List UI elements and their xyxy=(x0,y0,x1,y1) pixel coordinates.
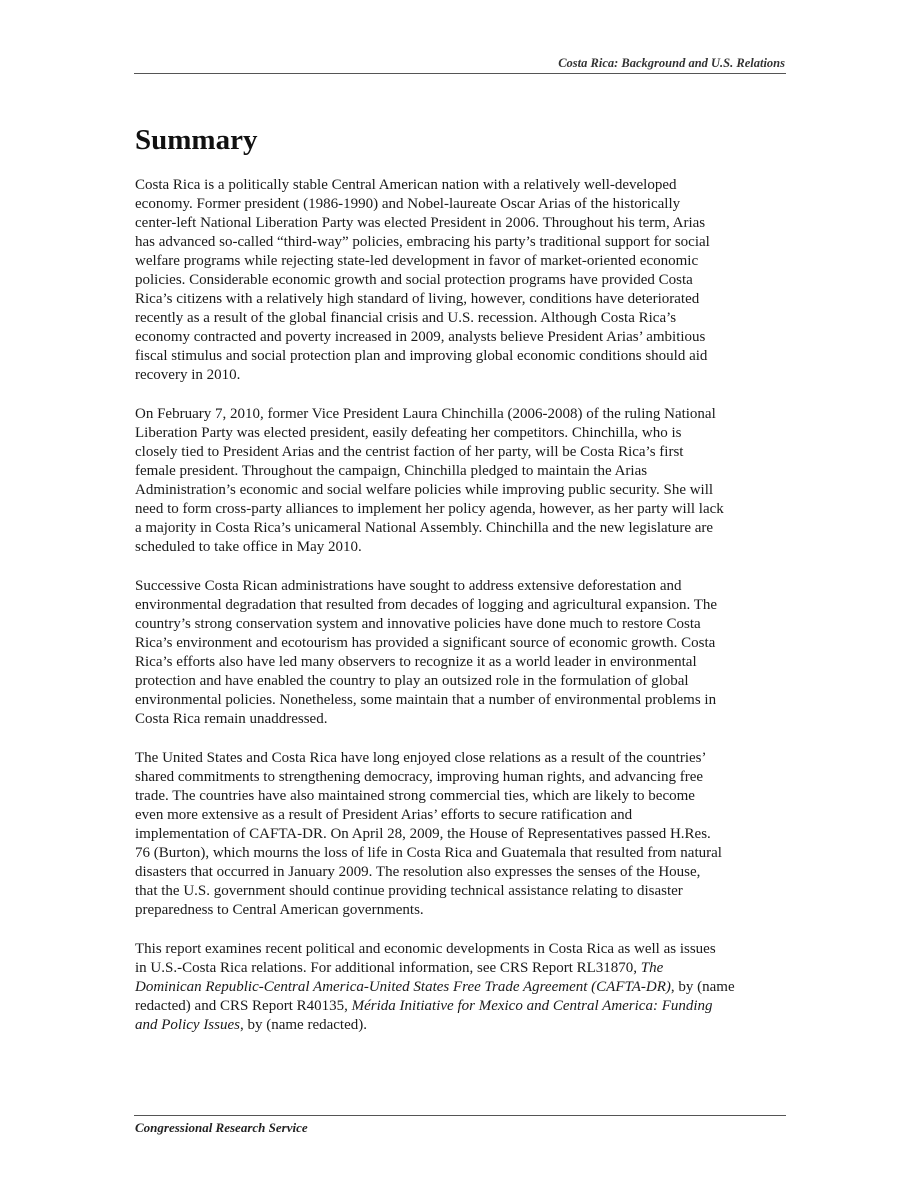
text-line: fiscal stimulus and social protection plan and improving global economic conditions should aid xyxy=(135,348,708,364)
text-line: 76 (Burton), which mourns the loss of life in Costa Rica and Guatemala that resulted from natural xyxy=(135,845,722,861)
text-line: female president. Throughout the campaign, Chinchilla pledged to maintain the Arias xyxy=(135,463,648,479)
text-line: protection and have enabled the country to play an outsized role in the formulation of global xyxy=(135,673,689,689)
text-line: trade. The countries have also maintained strong commercial ties, which are likely to become xyxy=(135,788,695,804)
text-line: disasters that occurred in January 2009. The resolution also expresses the senses of the House, xyxy=(135,864,701,880)
text-line: preparedness to Central American governments. xyxy=(135,902,424,918)
text-line: On February 7, 2010, former Vice President Laura Chinchilla (2006-2008) of the ruling National xyxy=(135,406,716,422)
text-line: recently as a result of the global financial crisis and U.S. recession. Although Costa Rica’s xyxy=(135,310,677,326)
paragraph xyxy=(135,749,799,920)
text-run: redacted) and CRS Report R40135, xyxy=(135,998,352,1014)
text-line xyxy=(135,1016,799,1035)
text-line: policies. Considerable economic growth and social protection programs have provided Costa xyxy=(135,272,693,288)
report-title: Mérida Initiative for Mexico and Central America: Funding xyxy=(351,998,713,1014)
text-run: , by (name xyxy=(670,979,735,995)
text-line: country’s strong conservation system and innovative policies have done much to restore Costa xyxy=(135,616,701,632)
running-header: Costa Rica: Background and U.S. Relations xyxy=(558,56,785,70)
text-line: Costa Rica remain unaddressed. xyxy=(135,711,328,727)
header-divider xyxy=(134,73,786,74)
text-line: economy. Former president (1986-1990) and Nobel-laureate Oscar Arias of the historically xyxy=(135,196,681,212)
text-line: has advanced so-called “third-way” policies, embracing his party’s traditional support for social xyxy=(135,234,710,250)
paragraph-references xyxy=(135,940,799,1035)
paragraph xyxy=(135,577,799,729)
text-line xyxy=(135,978,799,997)
text-line: shared commitments to strengthening democracy, improving human rights, and advancing free xyxy=(135,769,704,785)
text-line: Administration’s economic and social welfare policies while improving public security. She will xyxy=(135,482,714,498)
text-line xyxy=(135,997,799,1016)
report-title: The xyxy=(640,960,664,976)
text-line: that the U.S. government should continue providing technical assistance relating to disaster xyxy=(135,883,683,899)
text-line: Rica’s environment and ecotourism has provided a significant source of economic growth. Costa xyxy=(135,635,716,651)
text-line: The United States and Costa Rica have long enjoyed close relations as a result of the countries’ xyxy=(135,750,707,766)
text-run: in U.S.-Costa Rica relations. For additional information, see CRS Report RL31870, xyxy=(135,960,641,976)
text-line: This report examines recent political and economic developments in Costa Rica as well as issues xyxy=(135,941,716,957)
text-line: even more extensive as a result of President Arias’ efforts to secure ratification and xyxy=(135,807,633,823)
text-line: economy contracted and poverty increased in 2009, analysts believe President Arias’ ambitious xyxy=(135,329,706,345)
text-line: closely tied to President Arias and the centrist faction of her party, will be Costa Rica’s first xyxy=(135,444,684,460)
report-title: and Policy Issues xyxy=(135,1017,240,1033)
text-line: a majority in Costa Rica’s unicameral National Assembly. Chinchilla and the new legislature are xyxy=(135,520,714,536)
text-line: Successive Costa Rican administrations have sought to address extensive deforestation and xyxy=(135,578,682,594)
text-line: environmental policies. Nonetheless, some maintain that a number of environmental problems in xyxy=(135,692,717,708)
page-title: Summary xyxy=(135,124,258,156)
text-line: recovery in 2010. xyxy=(135,367,241,383)
text-line: Rica’s citizens with a relatively high standard of living, however, conditions have deteriorated xyxy=(135,291,700,307)
text-line: scheduled to take office in May 2010. xyxy=(135,539,362,555)
text-line: Rica’s efforts also have led many observers to recognize it as a world leader in environmental xyxy=(135,654,697,670)
report-title: Dominican Republic-Central America-United States Free Trade Agreement (CAFTA-DR) xyxy=(135,979,671,995)
text-line: Costa Rica is a politically stable Central American nation with a relatively well-developed xyxy=(135,177,677,193)
text-line: Liberation Party was elected president, easily defeating her competitors. Chinchilla, who is xyxy=(135,425,682,441)
text-line: center-left National Liberation Party was elected President in 2006. Throughout his term, Arias xyxy=(135,215,706,231)
text-line: implementation of CAFTA-DR. On April 28, 2009, the House of Representatives passed H.Res. xyxy=(135,826,711,842)
text-line: need to form cross-party alliances to implement her policy agenda, however, as her party will lack xyxy=(135,501,724,517)
text-line: welfare programs while rejecting state-led development in favor of market-oriented economic xyxy=(135,253,699,269)
paragraph xyxy=(135,176,799,385)
paragraph xyxy=(135,405,799,557)
text-line: environmental degradation that resulted from decades of logging and agricultural expansion. The xyxy=(135,597,718,613)
footer-divider xyxy=(134,1115,786,1116)
text-run: , by (name redacted). xyxy=(239,1017,368,1033)
text-line xyxy=(135,959,799,978)
footer-org: Congressional Research Service xyxy=(135,1120,308,1135)
summary-body xyxy=(135,176,799,1055)
